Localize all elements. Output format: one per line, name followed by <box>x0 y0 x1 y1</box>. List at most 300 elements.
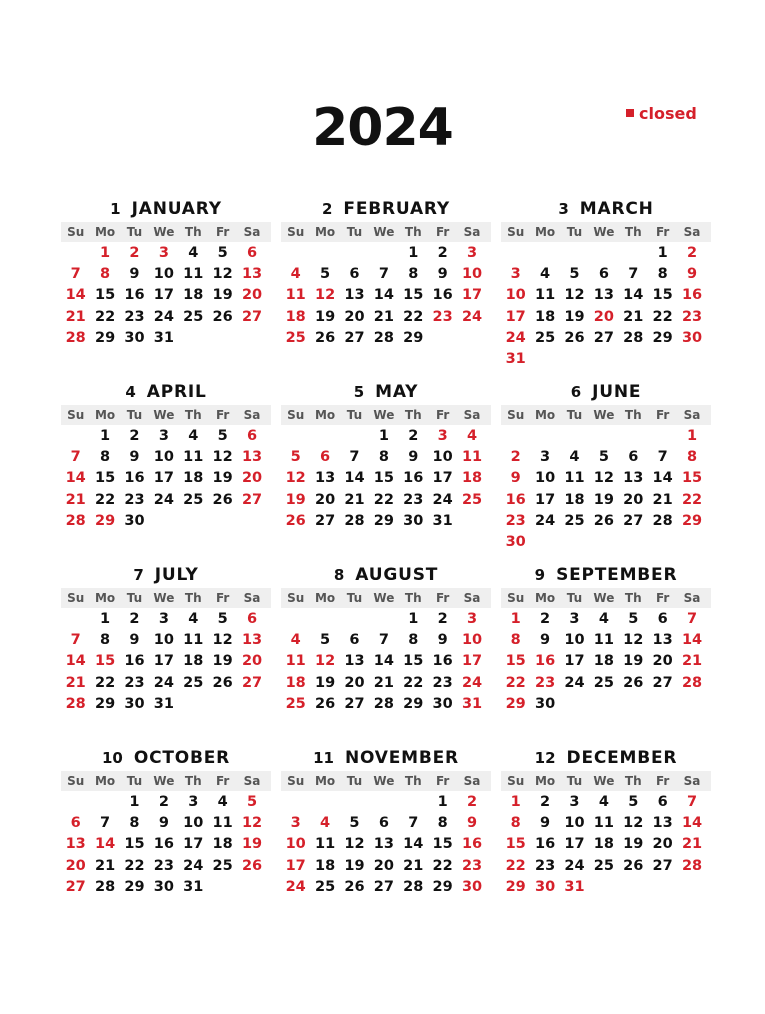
month-january <box>61 196 271 349</box>
day-cell: 23 <box>153 857 174 874</box>
day-cell: 23 <box>124 491 145 508</box>
weekday-label: We <box>593 774 615 788</box>
year-title: 2024 <box>312 98 453 158</box>
closed-day: 22 <box>681 491 703 508</box>
day-cell: 5 <box>217 245 228 261</box>
closed-day: 8 <box>510 632 521 649</box>
day-cell: 6 <box>349 266 360 283</box>
weekday-label: We <box>373 408 395 422</box>
weekday-label: Su <box>507 774 525 788</box>
day-cell: 19 <box>623 836 644 853</box>
day-cell: 23 <box>534 857 556 874</box>
month-march <box>501 196 711 370</box>
day-cell: 10 <box>564 632 585 649</box>
weekday-label: Sa <box>683 591 701 605</box>
day-cell: 21 <box>652 491 673 508</box>
empty-cell <box>340 426 369 447</box>
weekday-label: Fr <box>655 774 670 788</box>
weekday-label: We <box>593 408 615 422</box>
closed-day: 11 <box>461 449 483 466</box>
weekday-label: Mo <box>314 591 336 605</box>
weekday-label: Tu <box>566 591 583 605</box>
day-cell: 5 <box>320 632 331 649</box>
weekday-label: Sa <box>243 774 261 788</box>
day-cell: 18 <box>183 470 204 487</box>
day-cell: 16 <box>153 836 174 853</box>
closed-day: 7 <box>686 611 698 627</box>
day-grid <box>501 426 711 553</box>
day-cell: 5 <box>598 449 609 466</box>
empty-cell <box>61 609 90 630</box>
day-cell: 17 <box>183 836 204 853</box>
day-cell: 19 <box>314 308 336 325</box>
month-number: 2 <box>321 200 333 218</box>
day-cell: 13 <box>652 632 673 649</box>
day-cell: 14 <box>652 470 673 487</box>
weekday-label: We <box>153 591 175 605</box>
closed-day: 4 <box>290 632 301 649</box>
empty-cell <box>589 243 618 264</box>
day-cell: 19 <box>212 653 233 670</box>
month-title <box>281 562 491 588</box>
day-cell: 31 <box>153 695 174 712</box>
closed-day: 6 <box>246 428 258 444</box>
day-cell: 3 <box>188 794 199 810</box>
closed-day: 31 <box>564 878 585 895</box>
weekday-label: Tu <box>346 591 363 605</box>
closed-day: 29 <box>681 512 703 529</box>
closed-day: 24 <box>461 308 483 325</box>
day-cell: 23 <box>124 674 145 691</box>
day-cell: 1 <box>100 611 111 627</box>
month-name: APRIL <box>146 382 207 402</box>
day-cell: 29 <box>652 329 673 346</box>
day-cell: 27 <box>373 878 394 895</box>
weekday-header <box>281 405 491 425</box>
day-cell: 19 <box>314 674 336 691</box>
day-cell: 4 <box>569 449 580 466</box>
weekday-label: Th <box>184 591 202 605</box>
day-grid <box>61 792 271 898</box>
day-cell: 20 <box>623 491 644 508</box>
legend-label: closed <box>639 104 697 123</box>
weekday-label: Tu <box>126 225 143 239</box>
day-cell: 4 <box>598 611 609 627</box>
empty-cell <box>340 243 369 264</box>
day-cell: 8 <box>129 815 140 832</box>
weekday-label: Su <box>67 591 85 605</box>
closed-day: 2 <box>466 794 478 810</box>
day-cell: 26 <box>623 857 644 874</box>
closed-day: 21 <box>65 491 86 508</box>
weekday-label: We <box>593 591 615 605</box>
weekday-header <box>61 588 271 608</box>
closed-day: 3 <box>158 245 169 261</box>
empty-cell <box>61 792 90 813</box>
closed-day: 12 <box>314 287 336 304</box>
closed-day: 31 <box>461 695 483 712</box>
weekday-label: Tu <box>126 408 143 422</box>
day-cell: 4 <box>188 428 199 444</box>
month-title <box>281 379 491 405</box>
day-cell: 5 <box>569 266 580 283</box>
day-cell: 1 <box>408 611 419 627</box>
day-cell: 9 <box>408 449 419 466</box>
weekday-header <box>61 771 271 791</box>
weekday-label: Fr <box>435 774 450 788</box>
day-cell: 28 <box>94 878 116 895</box>
empty-cell <box>619 243 648 264</box>
day-cell: 8 <box>408 266 419 283</box>
closed-day: 6 <box>320 449 331 466</box>
day-grid <box>501 243 711 370</box>
weekday-label: Th <box>404 225 422 239</box>
weekday-label: Fr <box>435 408 450 422</box>
day-cell: 28 <box>373 695 394 712</box>
day-cell: 27 <box>344 329 365 346</box>
month-name: OCTOBER <box>133 748 231 768</box>
month-title <box>501 745 711 771</box>
day-cell: 2 <box>158 794 169 810</box>
closed-day: 23 <box>681 308 703 325</box>
day-cell: 6 <box>628 449 639 466</box>
weekday-label: Th <box>184 225 202 239</box>
day-cell: 7 <box>408 815 419 832</box>
closed-day: 1 <box>100 245 111 261</box>
weekday-label: Mo <box>534 774 556 788</box>
day-grid <box>501 792 711 898</box>
month-name: NOVEMBER <box>344 748 459 768</box>
month-title <box>501 562 711 588</box>
month-name: MAY <box>375 382 419 402</box>
month-july <box>61 562 271 715</box>
closed-day: 30 <box>534 878 556 895</box>
day-grid <box>61 426 271 532</box>
weekday-label: Fr <box>435 225 450 239</box>
weekday-label: Fr <box>655 591 670 605</box>
closed-day: 13 <box>241 266 263 283</box>
day-cell: 22 <box>373 491 394 508</box>
month-title <box>61 196 271 222</box>
day-grid <box>61 609 271 715</box>
closed-day: 5 <box>246 794 258 810</box>
closed-day: 12 <box>241 815 263 832</box>
closed-day: 21 <box>65 674 86 691</box>
closed-day: 8 <box>100 266 111 283</box>
day-cell: 28 <box>373 329 394 346</box>
day-cell: 13 <box>344 653 365 670</box>
day-cell: 10 <box>153 266 174 283</box>
day-cell: 24 <box>183 857 204 874</box>
day-cell: 24 <box>153 491 174 508</box>
day-cell: 7 <box>100 815 111 832</box>
month-october <box>61 745 271 898</box>
weekday-label: Fr <box>655 408 670 422</box>
day-cell: 12 <box>212 449 233 466</box>
month-title <box>61 745 271 771</box>
weekday-label: We <box>593 225 615 239</box>
closed-day: 10 <box>461 632 483 649</box>
weekday-label: Sa <box>683 408 701 422</box>
day-cell: 2 <box>540 611 551 627</box>
day-cell: 26 <box>212 491 233 508</box>
empty-cell <box>530 243 559 264</box>
weekday-label: Tu <box>346 774 363 788</box>
closed-day: 9 <box>510 470 521 487</box>
day-cell: 21 <box>403 857 424 874</box>
closed-day: 31 <box>505 350 526 367</box>
day-cell: 8 <box>100 632 111 649</box>
closed-day: 26 <box>241 857 263 874</box>
day-cell: 14 <box>373 653 394 670</box>
empty-cell <box>310 792 339 813</box>
closed-day: 1 <box>510 794 521 810</box>
closed-day: 28 <box>65 512 86 529</box>
closed-day: 18 <box>285 308 306 325</box>
closed-day: 25 <box>461 491 483 508</box>
weekday-label: Mo <box>534 591 556 605</box>
day-cell: 24 <box>534 512 556 529</box>
month-number: 4 <box>125 383 136 401</box>
day-cell: 11 <box>564 470 585 487</box>
month-number: 11 <box>313 749 334 767</box>
day-cell: 4 <box>188 611 199 627</box>
day-cell: 2 <box>437 611 448 627</box>
day-cell: 14 <box>403 836 424 853</box>
day-cell: 8 <box>437 815 448 832</box>
empty-cell <box>648 426 677 447</box>
closed-day: 30 <box>505 533 526 550</box>
month-title <box>61 379 271 405</box>
day-cell: 14 <box>623 287 644 304</box>
empty-cell <box>369 609 398 630</box>
weekday-label: Mo <box>314 408 336 422</box>
day-cell: 25 <box>183 491 204 508</box>
closed-day: 20 <box>241 653 263 670</box>
day-cell: 15 <box>373 470 394 487</box>
closed-day: 16 <box>534 653 556 670</box>
day-cell: 19 <box>212 470 233 487</box>
weekday-label: Fr <box>215 774 230 788</box>
day-cell: 26 <box>564 329 585 346</box>
empty-cell <box>589 426 618 447</box>
day-cell: 22 <box>94 308 116 325</box>
weekday-label: We <box>153 408 175 422</box>
closed-day: 13 <box>65 836 86 853</box>
empty-cell <box>501 426 530 447</box>
day-cell: 13 <box>652 815 673 832</box>
closed-day: 23 <box>432 308 453 325</box>
closed-day: 9 <box>466 815 478 832</box>
day-cell: 30 <box>432 695 453 712</box>
day-cell: 12 <box>212 266 233 283</box>
closed-day: 19 <box>241 836 263 853</box>
weekday-label: Sa <box>463 408 481 422</box>
month-number: 10 <box>101 749 123 767</box>
weekday-header <box>61 405 271 425</box>
month-may <box>281 379 491 532</box>
month-september <box>501 562 711 715</box>
month-number: 7 <box>133 566 144 584</box>
closed-day: 16 <box>681 287 703 304</box>
day-cell: 13 <box>623 470 644 487</box>
weekday-label: Tu <box>126 774 143 788</box>
day-cell: 6 <box>657 611 668 627</box>
day-cell: 22 <box>403 308 424 325</box>
day-cell: 17 <box>153 653 174 670</box>
day-cell: 29 <box>403 329 424 346</box>
empty-cell <box>281 426 310 447</box>
legend <box>626 104 697 124</box>
closed-day: 23 <box>505 512 526 529</box>
closed-day: 7 <box>70 266 81 283</box>
closed-day: 28 <box>681 674 703 691</box>
day-cell: 22 <box>94 491 116 508</box>
closed-day: 7 <box>70 632 81 649</box>
day-cell: 30 <box>153 878 174 895</box>
weekday-label: Fr <box>215 591 230 605</box>
weekday-label: Su <box>507 225 525 239</box>
closed-day: 23 <box>534 674 556 691</box>
day-cell: 2 <box>129 428 140 444</box>
month-name: FEBRUARY <box>343 199 451 219</box>
day-cell: 20 <box>373 857 394 874</box>
day-cell: 26 <box>314 695 336 712</box>
day-cell: 17 <box>153 470 174 487</box>
day-cell: 6 <box>378 815 389 832</box>
day-cell: 22 <box>124 857 145 874</box>
day-cell: 3 <box>158 611 169 627</box>
weekday-label: Sa <box>243 408 261 422</box>
day-cell: 26 <box>212 308 233 325</box>
closed-day: 4 <box>466 428 478 444</box>
day-cell: 10 <box>432 449 453 466</box>
month-title <box>61 562 271 588</box>
closed-day: 8 <box>510 815 521 832</box>
day-cell: 18 <box>534 308 556 325</box>
day-cell: 11 <box>593 632 614 649</box>
day-cell: 9 <box>540 632 551 649</box>
day-cell: 11 <box>183 266 204 283</box>
day-cell: 12 <box>344 836 365 853</box>
empty-cell <box>560 426 589 447</box>
closed-day: 1 <box>686 428 698 444</box>
day-cell: 25 <box>593 857 614 874</box>
closed-day: 14 <box>681 815 703 832</box>
day-cell: 30 <box>124 512 145 529</box>
weekday-header <box>61 222 271 242</box>
weekday-label: Th <box>624 225 642 239</box>
day-cell: 4 <box>188 245 199 261</box>
empty-cell <box>399 792 428 813</box>
month-name: MARCH <box>579 199 654 219</box>
closed-day: 29 <box>505 878 526 895</box>
day-cell: 11 <box>593 815 614 832</box>
closed-day: 28 <box>65 329 86 346</box>
weekday-label: Th <box>184 774 202 788</box>
day-cell: 9 <box>129 266 140 283</box>
day-cell: 7 <box>628 266 639 283</box>
closed-day: 14 <box>65 287 86 304</box>
weekday-header <box>281 588 491 608</box>
day-cell: 14 <box>373 287 394 304</box>
day-grid <box>501 609 711 715</box>
month-august <box>281 562 491 715</box>
day-cell: 8 <box>657 266 668 283</box>
day-cell: 6 <box>349 632 360 649</box>
day-cell: 5 <box>628 611 639 627</box>
weekday-label: We <box>373 225 395 239</box>
day-cell: 23 <box>432 674 453 691</box>
day-cell: 7 <box>378 266 389 283</box>
weekday-label: Fr <box>435 591 450 605</box>
day-cell: 29 <box>124 878 145 895</box>
day-cell: 16 <box>124 653 145 670</box>
day-cell: 2 <box>437 245 448 261</box>
month-title <box>501 196 711 222</box>
closed-day: 15 <box>505 653 526 670</box>
weekday-label: Sa <box>463 591 481 605</box>
day-cell: 30 <box>124 329 145 346</box>
day-cell: 5 <box>320 266 331 283</box>
day-cell: 2 <box>129 611 140 627</box>
empty-cell <box>369 243 398 264</box>
day-cell: 1 <box>378 428 389 444</box>
day-cell: 1 <box>657 245 668 261</box>
closed-day: 10 <box>461 266 483 283</box>
day-cell: 9 <box>129 449 140 466</box>
closed-day: 29 <box>505 695 526 712</box>
weekday-header <box>501 588 711 608</box>
weekday-label: Th <box>624 408 642 422</box>
empty-cell <box>281 609 310 630</box>
day-cell: 5 <box>628 794 639 810</box>
day-cell: 20 <box>344 308 365 325</box>
empty-cell <box>369 792 398 813</box>
closed-day: 17 <box>461 653 483 670</box>
day-grid <box>281 609 491 715</box>
day-cell: 12 <box>623 815 644 832</box>
day-cell: 16 <box>403 470 424 487</box>
weekday-label: Su <box>507 591 525 605</box>
month-title <box>281 745 491 771</box>
weekday-label: Tu <box>126 591 143 605</box>
day-cell: 29 <box>432 878 453 895</box>
closed-day: 20 <box>593 308 614 325</box>
day-grid <box>61 243 271 349</box>
weekday-label: Tu <box>346 408 363 422</box>
day-cell: 21 <box>373 674 394 691</box>
month-title <box>281 196 491 222</box>
day-cell: 4 <box>540 266 551 283</box>
closed-day: 24 <box>285 878 306 895</box>
day-cell: 13 <box>314 470 336 487</box>
day-cell: 9 <box>158 815 169 832</box>
day-cell: 1 <box>437 794 448 810</box>
day-cell: 13 <box>373 836 394 853</box>
empty-cell <box>530 426 559 447</box>
day-cell: 16 <box>124 287 145 304</box>
weekday-label: Su <box>67 774 85 788</box>
weekday-label: We <box>153 225 175 239</box>
day-cell: 3 <box>569 611 580 627</box>
closed-day: 3 <box>510 266 521 283</box>
empty-cell <box>340 609 369 630</box>
day-cell: 19 <box>212 287 233 304</box>
weekday-label: Tu <box>566 408 583 422</box>
day-cell: 10 <box>564 815 585 832</box>
empty-cell <box>61 243 90 264</box>
